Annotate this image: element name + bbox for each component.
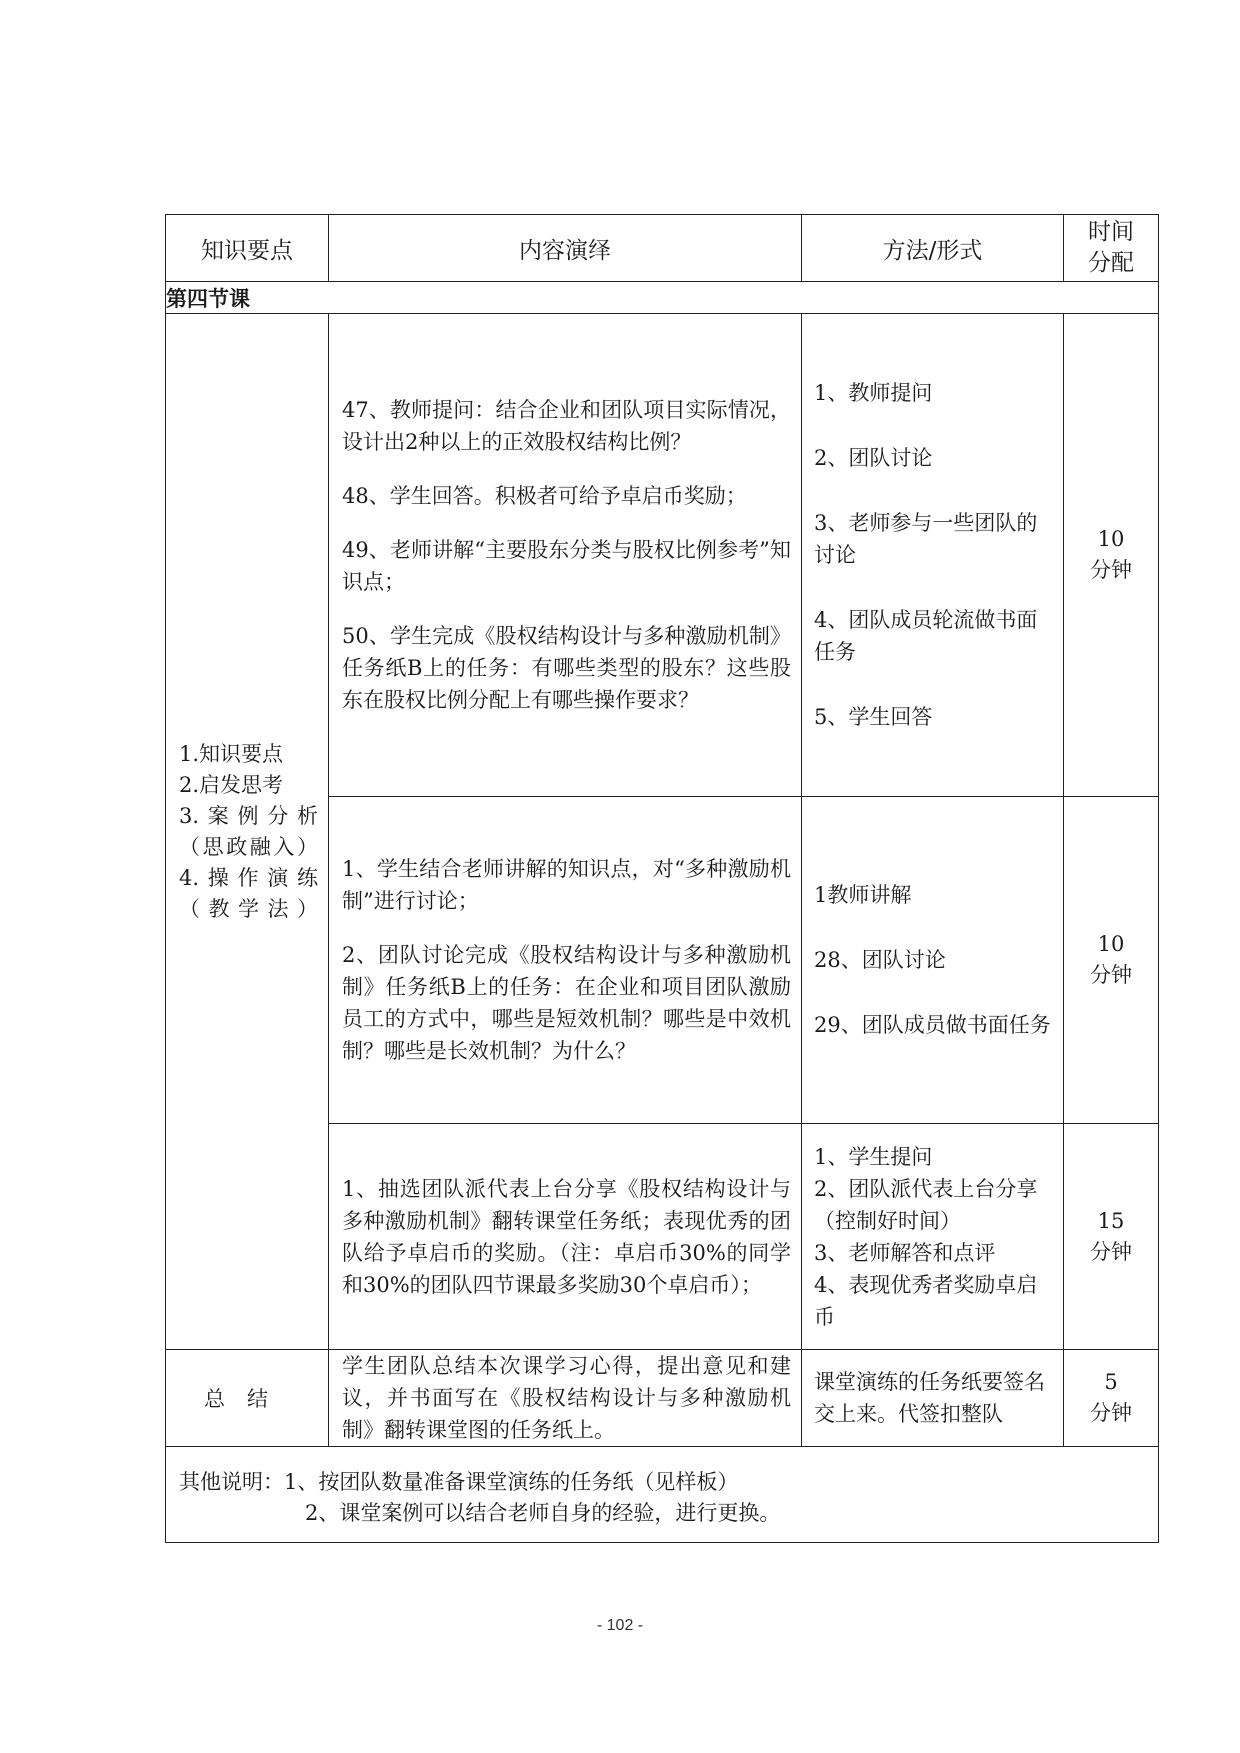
content-paragraph: 2、团队讨论完成《股权结构设计与多种激励机制》任务纸B上的任务：在企业和项目团队激励员工的方式中，哪些是短效机制？哪些是中效机制？哪些是长效机制？为什么？	[342, 943, 791, 1063]
method-cell	[802, 797, 1064, 1124]
time-cell	[1064, 1350, 1159, 1447]
notes-cell	[166, 1447, 1159, 1543]
method-cell	[802, 1124, 1064, 1350]
content-paragraph: 49、老师讲解“主要股东分类与股权比例参考”知识点；	[342, 538, 791, 594]
knowledge-point-item: （教学法）	[179, 896, 318, 921]
time-cell	[1064, 314, 1159, 797]
header-method: 方法/形式	[802, 215, 1064, 282]
time-cell	[1064, 1124, 1159, 1350]
method-item: 1、教师提问	[814, 381, 933, 405]
header-knowledge-points: 知识要点	[166, 215, 329, 282]
method-item: 2、团队派代表上台分享（控制好时间）	[814, 1176, 1038, 1233]
summary-row	[166, 1350, 1159, 1447]
lesson-plan-table	[165, 214, 1159, 1543]
time-unit: 分钟	[1090, 1401, 1132, 1425]
time-unit: 分钟	[1090, 963, 1132, 987]
method-item: 28、团队讨论	[814, 948, 946, 972]
content-paragraph: 1、抽选团队派代表上台分享《股权结构设计与多种激励机制》翻转课堂任务纸；表现优秀的团队给予卓启币的奖励。（注：卓启币30%的同学和30%的团队四节课最多奖励30个卓启币）；	[342, 1176, 791, 1297]
summary-label: 总结	[166, 1350, 329, 1447]
content-paragraph: 学生团队总结本次课学习心得，提出意见和建议，并书面写在《股权结构设计与多种激励机制》翻转课堂图的任务纸上。	[342, 1354, 791, 1442]
knowledge-points-cell	[166, 314, 329, 1350]
header-content: 内容演绎	[329, 215, 802, 282]
method-item: 29、团队成员做书面任务	[814, 1013, 1051, 1037]
summary-method	[802, 1350, 1064, 1447]
method-item: 5、学生回答	[814, 705, 933, 729]
time-value: 5	[1104, 1370, 1118, 1394]
content-cell	[329, 314, 802, 797]
content-paragraph: 1、学生结合老师讲解的知识点，对“多种激励机制”进行讨论；	[342, 857, 791, 913]
method-cell	[802, 314, 1064, 797]
content-cell	[329, 1124, 802, 1350]
content-paragraph: 47、教师提问：结合企业和团队项目实际情况，设计出2种以上的正效股权结构比例？	[342, 398, 791, 454]
section-row	[166, 282, 1159, 314]
notes-line: 其他说明：1、按团队数量准备课堂演练的任务纸（见样板）	[179, 1470, 739, 1494]
page-number: - 102 -	[596, 1617, 644, 1634]
method-item: 课堂演练的任务纸要签名交上来。代签扣整队	[814, 1370, 1045, 1426]
method-item: 3、老师解答和点评	[814, 1240, 996, 1265]
method-item: 4、表现优秀者奖励卓启币	[814, 1272, 1038, 1329]
method-item: 1教师讲解	[814, 883, 912, 907]
header-time-line1: 时间	[1088, 219, 1134, 245]
table-header-row	[166, 215, 1159, 282]
time-value: 15	[1097, 1208, 1125, 1233]
method-item: 4、团队成员轮流做书面任务	[814, 608, 1038, 664]
header-time-line2: 分配	[1088, 250, 1134, 276]
knowledge-point-item: 2.启发思考	[179, 772, 284, 797]
section-title: 第四节课	[166, 282, 1159, 314]
notes-row	[166, 1447, 1159, 1543]
knowledge-point-item: 3.案例分析	[179, 803, 318, 828]
method-item: 1、学生提问	[814, 1144, 933, 1169]
header-time	[1064, 215, 1159, 282]
summary-content	[329, 1350, 802, 1447]
time-value: 10	[1097, 932, 1125, 956]
notes-line: 2、课堂案例可以结合老师自身的经验，进行更换。	[305, 1501, 781, 1525]
knowledge-point-item: 4.操作演练	[179, 865, 318, 890]
content-cell	[329, 797, 802, 1124]
knowledge-point-item: 1.知识要点	[179, 741, 284, 766]
content-paragraph: 48、学生回答。积极者可给予卓启币奖励；	[342, 484, 747, 508]
method-item: 3、老师参与一些团队的讨论	[814, 511, 1038, 567]
content-paragraph: 50、学生完成《股权结构设计与多种激励机制》任务纸B上的任务：有哪些类型的股东？这些股东在股权比例分配上有哪些操作要求？	[342, 624, 791, 712]
table-row	[166, 314, 1159, 797]
time-cell	[1064, 797, 1159, 1124]
time-value: 10	[1097, 527, 1125, 551]
time-unit: 分钟	[1090, 1239, 1132, 1264]
knowledge-point-item: （思政融入）	[179, 834, 318, 859]
time-unit: 分钟	[1090, 558, 1132, 582]
method-item: 2、团队讨论	[814, 446, 933, 470]
